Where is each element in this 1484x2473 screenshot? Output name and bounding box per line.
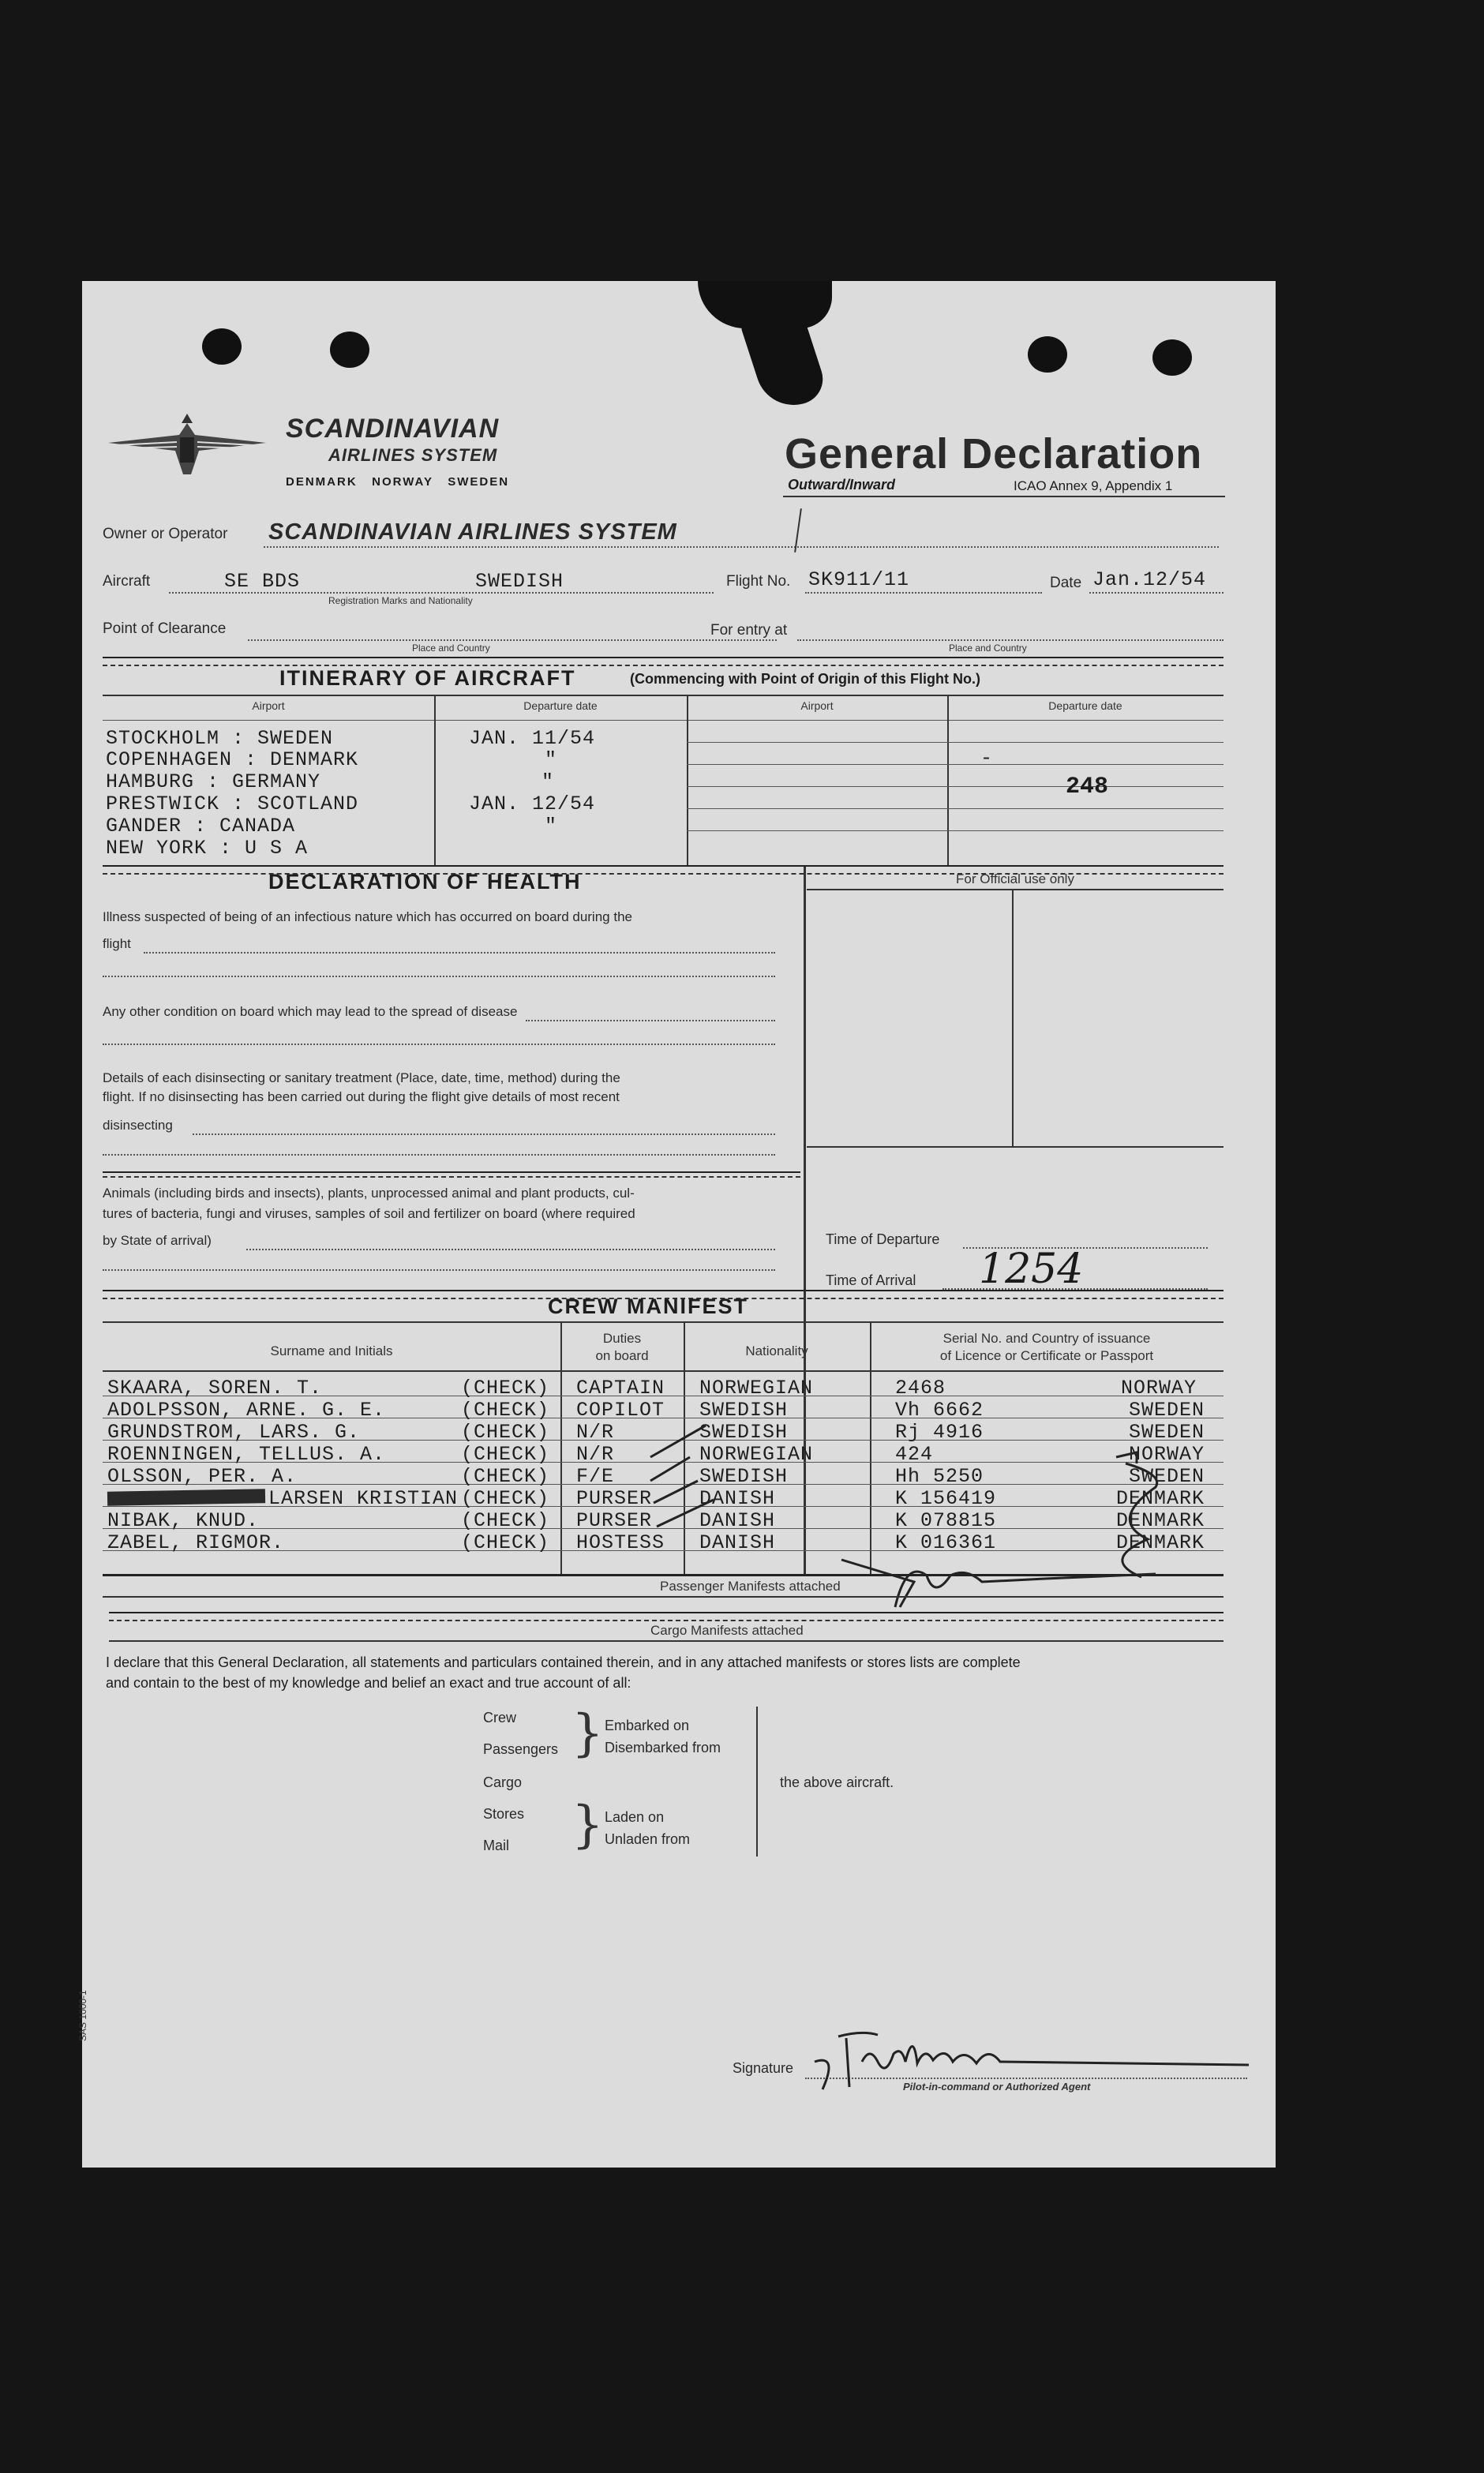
crew-duty: N/R [576,1421,615,1444]
aircraft-label: Aircraft [103,573,151,590]
brace-icon: } [571,1704,604,1763]
date-value: Jan.12/54 [1092,568,1207,591]
health-question-3c: disinsecting [103,1118,173,1133]
crew-nationality: DANISH [699,1509,776,1532]
crew-name: ZABEL, RIGMOR. [107,1531,285,1554]
registration-caption: Registration Marks and Nationality [328,595,473,606]
form-reference: ICAO Annex 9, Appendix 1 [1014,478,1173,493]
cargo-manifests-label: Cargo Manifests attached [650,1623,804,1638]
place-caption: Place and Country [412,643,490,654]
declaration-item-crew: Crew [483,1710,517,1725]
airline-countries: DENMARK NORWAY SWEDEN [286,475,510,489]
crew-serial: Vh 6662 [895,1399,984,1422]
crew-duty: HOSTESS [576,1531,665,1554]
crew-name: ADOLPSSON, ARNE. G. E. [107,1399,386,1422]
airline-name: SCANDINAVIAN [286,414,500,444]
itinerary-col-departure: Departure date [1048,699,1122,712]
crew-duty: F/E [576,1465,615,1488]
date-label: Date [1050,575,1082,591]
crew-check: (CHECK) [461,1465,550,1488]
crew-country: SWEDEN [1129,1465,1205,1488]
crew-serial: K 078815 [895,1509,997,1532]
crew-nationality: DANISH [699,1531,776,1554]
crew-name: NIBAK, KNUD. [107,1509,260,1532]
health-question-2: Any other condition on board which may lead to the spread of disease [103,1004,518,1019]
crew-nationality: NORWEGIAN [699,1377,814,1399]
arrival-time-label: Time of Arrival [826,1272,916,1288]
entry-label: For entry at [710,622,788,639]
crew-duty: COPILOT [576,1399,665,1422]
itinerary-subtitle: (Commencing with Point of Origin of this Flight No.) [630,671,980,687]
crew-col-serial: of Licence or Certificate or Passport [939,1348,1154,1363]
health-question-4: Animals (including birds and insects), plants, unprocessed animal and plant products, cul- [103,1186,635,1201]
clearance-label: Point of Clearance [103,620,227,637]
crew-check: (CHECK) [461,1399,550,1422]
itinerary-title: ITINERARY OF AIRCRAFT [279,666,576,690]
crew-duty: PURSER [576,1487,653,1510]
crew-serial: 424 [895,1443,934,1466]
owner-value: SCANDINAVIAN AIRLINES SYSTEM [268,519,677,545]
crew-country: DENMARK [1116,1531,1205,1554]
health-question-4b: tures of bacteria, fungi and viruses, samples of soil and fertilizer on board (where required [103,1206,635,1221]
crew-check: (CHECK) [461,1421,550,1444]
crew-check: (CHECK) [461,1509,550,1532]
place-caption: Place and Country [949,643,1027,654]
declaration-text: I declare that this General Declaration, all statements and particulars contained therein, and in any attached manifests or stores lists are complete [106,1654,1021,1670]
struck-out-name [107,1489,265,1505]
crew-duty: PURSER [576,1509,653,1532]
itinerary-airport: HAMBURG : GERMANY [106,770,321,793]
crew-serial: 2468 [895,1377,946,1399]
form-title: General Declaration [785,430,1203,478]
crew-serial: K 156419 [895,1487,997,1510]
declaration-item-mail: Mail [483,1838,510,1853]
nationality-value: SWEDISH [475,570,564,593]
crew-col-serial: Serial No. and Country of issuance [942,1331,1151,1346]
crew-duty: N/R [576,1443,615,1466]
arrival-time-value: 1254 [979,1246,1084,1293]
crew-name: GRUNDSTROM, LARS. G. [107,1421,361,1444]
crew-country: NORWAY [1129,1443,1205,1466]
embarked-label: Embarked on [605,1718,690,1733]
brace-icon: } [571,1796,604,1854]
itinerary-airport: COPENHAGEN : DENMARK [106,748,359,771]
signature-label: Signature [733,2060,794,2076]
signature-icon [807,2014,1265,2093]
health-question-3: Details of each disinsecting or sanitary treatment (Place, date, time, method) during the [103,1070,620,1085]
form-subtitle: Outward/Inward [788,477,896,493]
itinerary-airport: GANDER : CANADA [106,815,296,837]
declaration-text: and contain to the best of my knowledge and belief an exact and true account of all: [106,1675,631,1691]
itinerary-note-number: 248 [1066,774,1109,800]
itinerary-date: JAN. 11/54 [469,727,596,750]
punch-hole [202,328,242,365]
crew-col-name: Surname and Initials [270,1343,393,1358]
crew-serial: K 016361 [895,1531,997,1554]
airline-logo-icon [104,407,270,486]
disembarked-label: Disembarked from [605,1740,721,1755]
laden-label: Laden on [605,1809,665,1825]
itinerary-airport: STOCKHOLM : SWEDEN [106,727,334,750]
crew-nationality: SWEDISH [699,1421,789,1444]
official-use-title: For Official use only [956,871,1074,886]
registration-value: SE BDS [224,570,301,593]
crew-nationality: SWEDISH [699,1399,789,1422]
itinerary-col-airport: Airport [252,699,285,712]
crew-country: DENMARK [1116,1487,1205,1510]
crew-col-duties: Duties [602,1331,642,1346]
declaration-form-sheet [77,281,1276,2168]
crew-nationality: DANISH [699,1487,776,1510]
declaration-item-passengers: Passengers [483,1741,559,1757]
owner-label: Owner or Operator [103,526,228,542]
crew-check: (CHECK) [461,1531,550,1554]
crew-duty: CAPTAIN [576,1377,665,1399]
crew-name: LARSEN KRISTIAN [268,1487,459,1510]
itinerary-note-dash: - [980,747,994,770]
crew-serial: Hh 5250 [895,1465,984,1488]
flight-label: Flight No. [726,573,791,590]
itinerary-col-airport: Airport [800,699,834,712]
crew-nationality: SWEDISH [699,1465,789,1488]
health-question-1b: flight [103,936,131,951]
crew-col-nationality: Nationality [745,1343,808,1358]
unladen-label: Unladen from [605,1831,691,1847]
itinerary-airport: NEW YORK : U S A [106,837,309,860]
itinerary-airport: PRESTWICK : SCOTLAND [106,792,359,815]
punch-hole [1152,339,1192,376]
crew-name: SKAARA, SOREN. T. [107,1377,323,1399]
crew-name: OLSSON, PER. A. [107,1465,298,1488]
crew-country: DENMARK [1116,1509,1205,1532]
passenger-manifests-label: Passenger Manifests attached [660,1579,841,1594]
crew-country: NORWAY [1121,1377,1197,1399]
itinerary-date: " [542,770,555,793]
departure-time-label: Time of Departure [826,1231,940,1247]
itinerary-date: JAN. 12/54 [469,792,596,815]
itinerary-date: " [545,748,558,771]
itinerary-date: " [545,815,558,837]
crew-name: ROENNINGEN, TELLUS. A. [107,1443,386,1466]
crew-col-duties: on board [595,1348,649,1363]
declaration-item-stores: Stores [483,1806,525,1822]
crew-country: SWEDEN [1129,1399,1205,1422]
above-aircraft-label: the above aircraft. [780,1774,894,1790]
crew-check: (CHECK) [461,1377,550,1399]
handwritten-marks [556,1370,1235,1607]
declaration-item-cargo: Cargo [483,1774,523,1790]
crew-check: (CHECK) [461,1487,550,1510]
health-question-4c: by State of arrival) [103,1233,212,1248]
crew-manifest-title: CREW MANIFEST [548,1295,748,1318]
form-number: SAS 1000-1 [77,1990,88,2041]
crew-nationality: NORWEGIAN [699,1443,814,1466]
itinerary-col-departure: Departure date [523,699,598,712]
crew-country: SWEDEN [1129,1421,1205,1444]
health-question-3b: flight. If no disinsecting has been carried out during the flight give details of most recent [103,1089,620,1104]
flight-value: SK911/11 [808,568,910,591]
airline-name-sub: AIRLINES SYSTEM [328,445,498,465]
signature-caption: Pilot-in-command or Authorized Agent [903,2081,1091,2093]
punch-hole [1028,336,1067,373]
health-question-1: Illness suspected of being of an infectious nature which has occurred on board during the [103,909,632,924]
punch-hole [330,332,369,368]
crew-serial: Rj 4916 [895,1421,984,1444]
health-title: DECLARATION OF HEALTH [268,870,582,894]
crew-check: (CHECK) [461,1443,550,1466]
